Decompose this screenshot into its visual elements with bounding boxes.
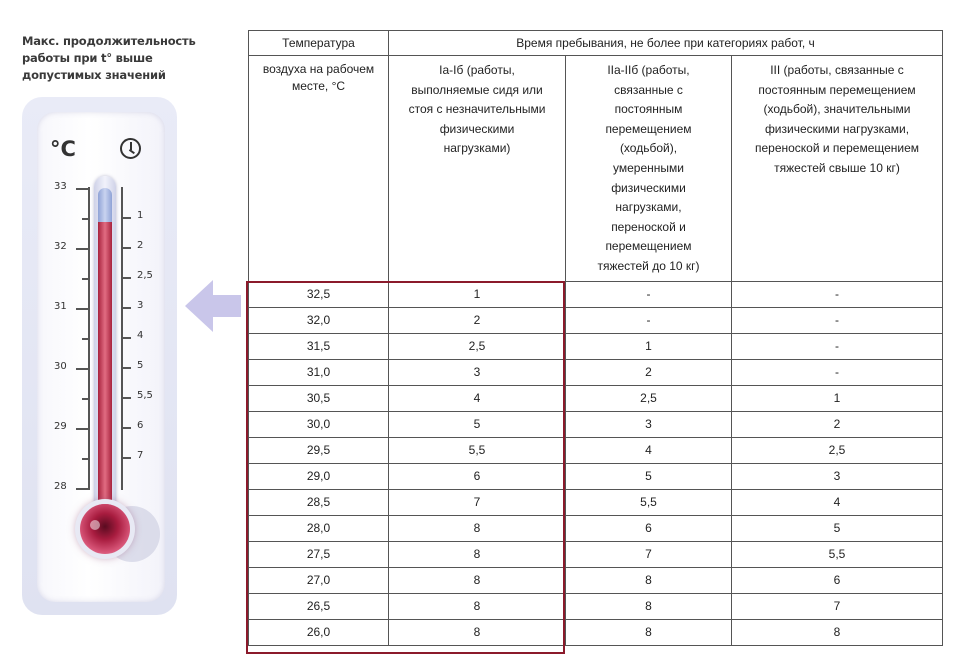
cell-temperature: 27,0 [249,568,389,594]
cell-category-2: 3 [566,412,732,438]
cell-category-3: - [732,308,943,334]
hours-tick [123,337,131,339]
table-row [249,490,943,516]
header-time: Время пребывания, не более при категориях работ, ч [389,31,943,56]
celsius-major-tick [76,308,88,310]
caption-line: Макс. продолжительность [22,34,196,48]
celsius-minor-tick [82,218,88,220]
celsius-minor-tick [82,338,88,340]
header-category-1: Iа-Iб (работы, выполняемые сидя или стоя с незначительными физическими нагрузками) [389,56,566,282]
cell-category-3: - [732,360,943,386]
hours-tick-label: 6 [137,420,144,431]
hours-tick [123,427,131,429]
celsius-major-tick [76,248,88,250]
celsius-major-tick [76,488,88,490]
hours-tick [123,457,131,459]
work-time-table [248,30,943,646]
table-row [249,360,943,386]
cell-temperature: 32,0 [249,308,389,334]
celsius-tick-label: 32 [54,241,67,252]
hours-tick [123,277,131,279]
hours-tick [123,217,131,219]
cell-category-3: 3 [732,464,943,490]
header-temperature-top: Температура [249,31,389,56]
cell-category-1: 8 [389,594,566,620]
cell-temperature: 26,0 [249,620,389,646]
cell-temperature: 29,0 [249,464,389,490]
table-row [249,282,943,308]
infographic-caption [22,33,222,84]
hours-tick-label: 5 [137,360,144,371]
table-body [249,282,943,646]
mercury-column [98,222,112,522]
celsius-tick-label: 31 [54,301,67,312]
hours-tick-label: 4 [137,330,144,341]
hours-tick-label: 2 [137,240,144,251]
cell-temperature: 31,0 [249,360,389,386]
cell-category-2: - [566,308,732,334]
thermometer-bulb [80,504,130,554]
hours-tick [123,397,131,399]
cell-category-2: 1 [566,334,732,360]
cell-category-1: 7 [389,490,566,516]
cell-category-3: 2 [732,412,943,438]
celsius-minor-tick [82,458,88,460]
cell-temperature: 29,5 [249,438,389,464]
cell-category-1: 8 [389,516,566,542]
table-row [249,412,943,438]
cell-category-1: 8 [389,620,566,646]
hours-tick-label: 7 [137,450,144,461]
table-row [249,568,943,594]
table-row [249,620,943,646]
celsius-tick-label: 30 [54,361,67,372]
cell-category-3: 4 [732,490,943,516]
hours-tick [123,247,131,249]
cell-category-3: 8 [732,620,943,646]
cell-category-1: 4 [389,386,566,412]
cell-category-1: 8 [389,568,566,594]
cell-temperature: 28,5 [249,490,389,516]
table-row [249,308,943,334]
cell-temperature: 30,5 [249,386,389,412]
hours-tick-label: 1 [137,210,144,221]
hours-scale-line [121,187,123,490]
celsius-major-tick [76,368,88,370]
cell-category-1: 3 [389,360,566,386]
cell-category-2: 7 [566,542,732,568]
celsius-label: °C [50,137,76,161]
header-category-2: IIа-IIб (работы, связанные с постоянным перемещением (ходьбой), умеренными физическими нагрузками, переноской и перемещением тяжестей до 10 кг) [566,56,732,282]
clock-icon [120,138,141,159]
cell-category-3: - [732,334,943,360]
cell-category-2: 6 [566,516,732,542]
cell-category-2: 4 [566,438,732,464]
cell-temperature: 28,0 [249,516,389,542]
header-temperature: воздуха на рабочем месте, °С [249,56,389,282]
celsius-tick-label: 29 [54,421,67,432]
hours-tick [123,307,131,309]
cell-category-1: 8 [389,542,566,568]
cell-category-3: - [732,282,943,308]
celsius-major-tick [76,188,88,190]
cell-category-3: 5,5 [732,542,943,568]
cell-category-3: 6 [732,568,943,594]
table-row [249,516,943,542]
caption-line: работы при t° выше [22,51,153,65]
cell-temperature: 26,5 [249,594,389,620]
hours-tick-label: 2,5 [137,270,153,281]
hours-tick [123,367,131,369]
cell-temperature: 31,5 [249,334,389,360]
table-row [249,438,943,464]
celsius-tick-label: 28 [54,481,67,492]
table-row [249,594,943,620]
table-row [249,542,943,568]
cell-temperature: 32,5 [249,282,389,308]
left-arrow-icon [183,276,243,336]
cell-temperature: 27,5 [249,542,389,568]
cell-category-1: 5 [389,412,566,438]
table-row [249,464,943,490]
cell-category-2: 5,5 [566,490,732,516]
cell-category-3: 5 [732,516,943,542]
header-category-3: III (работы, связанные с постоянным перемещением (ходьбой), значительными физическими нагрузками, переноской и перемещением тяжестей свыше 10 кг) [732,56,943,282]
cell-category-1: 2,5 [389,334,566,360]
celsius-major-tick [76,428,88,430]
cell-category-1: 5,5 [389,438,566,464]
cell-category-3: 1 [732,386,943,412]
cell-temperature: 30,0 [249,412,389,438]
cell-category-1: 6 [389,464,566,490]
celsius-minor-tick [82,278,88,280]
cell-category-2: 8 [566,568,732,594]
table-row [249,334,943,360]
celsius-scale-line [88,187,90,490]
table-row [249,386,943,412]
cell-category-2: - [566,282,732,308]
cell-category-2: 5 [566,464,732,490]
cell-category-3: 2,5 [732,438,943,464]
hours-tick-label: 5,5 [137,390,153,401]
thermometer-tube-top [98,188,112,222]
celsius-minor-tick [82,398,88,400]
cell-category-2: 8 [566,594,732,620]
cell-category-2: 2 [566,360,732,386]
cell-category-2: 8 [566,620,732,646]
hours-tick-label: 3 [137,300,144,311]
caption-line: допустимых значений [22,68,166,82]
cell-category-1: 1 [389,282,566,308]
cell-category-3: 7 [732,594,943,620]
bulb-highlight [90,520,100,530]
cell-category-2: 2,5 [566,386,732,412]
cell-category-1: 2 [389,308,566,334]
celsius-tick-label: 33 [54,181,67,192]
